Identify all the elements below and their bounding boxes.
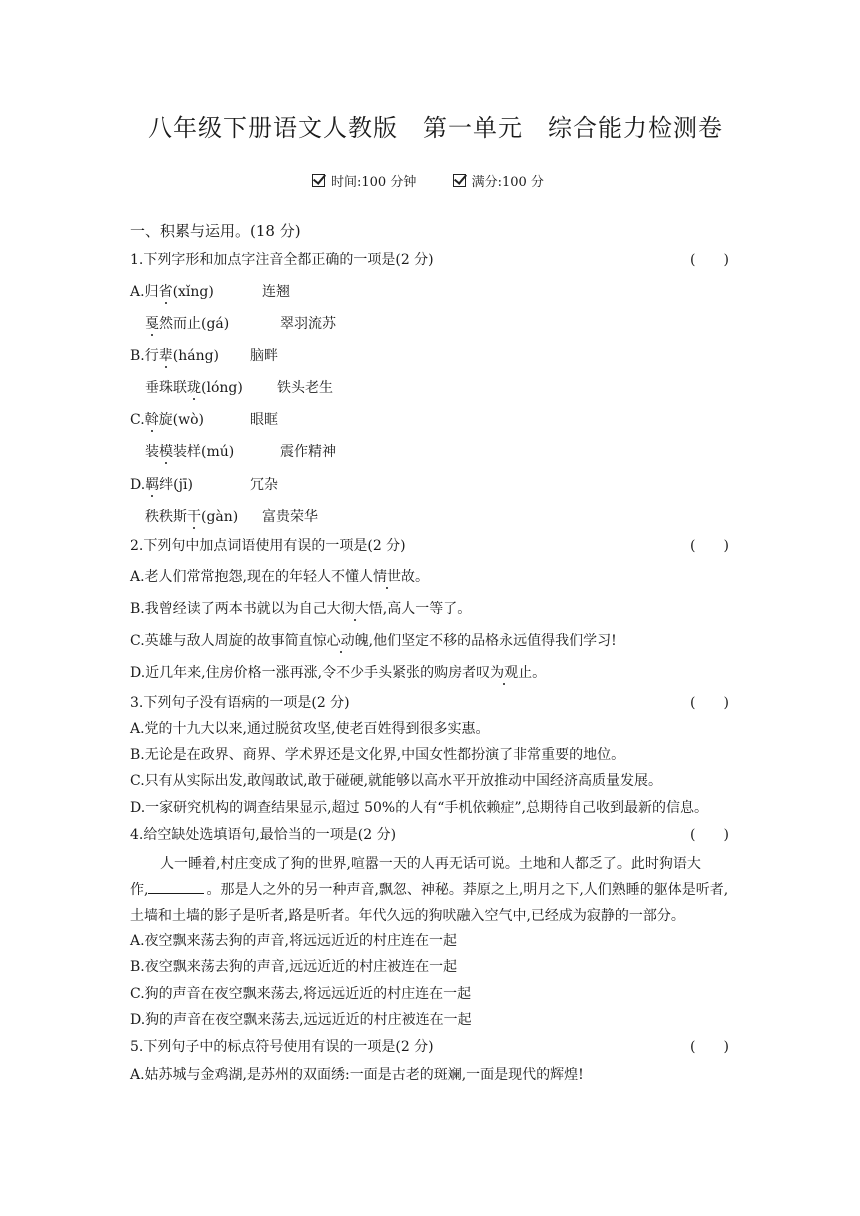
question-3-stem: 3.下列句子没有语病的一项是(2 分): [130, 695, 350, 711]
fill-blank: [148, 881, 204, 894]
option-d-line1: D.羁绊(jī): [130, 477, 193, 493]
question-1-stem: 1.下列字形和加点字注音全都正确的一项是(2 分): [130, 252, 434, 268]
question-4-passage-line2: 作, 。那是人之外的另一种声音,飘忽、神秘。莽原之上,明月之下,人们熟睡的躯体是听者,: [130, 882, 729, 898]
question-4-stem: 4.给空缺处选填语句,最恰当的一项是(2 分): [130, 827, 397, 843]
answer-blank: ( ): [690, 252, 729, 268]
question-4-option-d: D.狗的声音在夜空飘来荡去,远远近近的村庄被连在一起: [130, 1012, 472, 1028]
option-b-line2: 垂珠联珑(lóng): [145, 380, 243, 396]
answer-blank: ( ): [690, 538, 729, 554]
checkbox-icon: [312, 174, 325, 187]
question-3-option-c: C.只有从实际出发,敢闯敢试,敢于碰硬,就能够以高水平开放推动中国经济高质量发展。: [130, 773, 663, 789]
option-a-line2: 戛然而止(gá): [145, 316, 230, 332]
option-c-word2: 眼眶: [250, 412, 278, 428]
question-3-option-a: A.党的十九大以来,通过脱贫攻坚,使老百姓得到很多实惠。: [130, 721, 490, 737]
option-a-line1: A.归省(xǐng): [130, 284, 214, 300]
section-heading: 一、积累与运用。(18 分): [130, 222, 301, 240]
option-d-word2: 冗杂: [250, 477, 278, 493]
checkbox-icon: [453, 174, 466, 187]
exam-meta: [312, 174, 544, 192]
question-3-option-b: B.无论是在政界、商界、学术界还是文化界,中国女性都扮演了非常重要的地位。: [130, 747, 626, 763]
option-c-line2: 装模装样(mú): [145, 444, 235, 460]
option-c-word4: 震作精神: [280, 444, 336, 460]
answer-blank: ( ): [690, 695, 729, 711]
option-d-word4: 富贵荣华: [262, 509, 318, 525]
time-limit: 时间:100 分钟: [331, 175, 417, 190]
option-b-line1: B.行辈(háng): [130, 348, 220, 364]
question-4-passage-line1: 人一睡着,村庄变成了狗的世界,喧嚣一天的人再无话可说。土地和人都乏了。此时狗语大: [160, 856, 701, 872]
option-a-word2: 连翘: [262, 284, 290, 300]
answer-blank: ( ): [690, 827, 729, 843]
question-4-option-c: C.狗的声音在夜空飘来荡去,将远远近近的村庄连在一起: [130, 986, 472, 1002]
option-d-line2: 秩秩斯干(gàn): [145, 509, 239, 525]
question-3-option-d: D.一家研究机构的调查结果显示,超过 50%的人有“手机依赖症”,总期待自己收到最新的信息。: [130, 800, 708, 816]
question-2-stem: 2.下列句中加点词语使用有误的一项是(2 分): [130, 538, 406, 554]
option-b-word2: 脑畔: [250, 348, 278, 364]
question-4-option-a: A.夜空飘来荡去狗的声音,将远远近近的村庄连在一起: [130, 933, 458, 949]
question-4-option-b: B.夜空飘来荡去狗的声音,远远近近的村庄被连在一起: [130, 959, 458, 975]
question-4-passage-line3: 土墙和土墙的影子是听者,路是听者。年代久远的狗吠融入空气中,已经成为寂静的一部分。: [130, 908, 685, 924]
page-title: 八年级下册语文人教版 第一单元 综合能力检测卷: [148, 114, 723, 142]
question-5-stem: 5.下列句子中的标点符号使用有误的一项是(2 分): [130, 1039, 434, 1055]
question-2-option-d: D.近几年来,住房价格一涨再涨,令不少手头紧张的购房者叹为观止。: [130, 665, 547, 681]
question-5-option-a: A.姑苏城与金鸡湖,是苏州的双面绣:一面是古老的斑斓,一面是现代的辉煌!: [130, 1067, 584, 1083]
option-c-line1: C.斡旋(wò): [130, 412, 205, 428]
question-2-option-b: B.我曾经读了两本书就以为自己大彻大悟,高人一等了。: [130, 601, 472, 617]
question-2-option-c: C.英雄与敌人周旋的故事简直惊心动魄,他们坚定不移的品格永远值得我们学习!: [130, 633, 617, 649]
answer-blank: ( ): [690, 1039, 729, 1055]
full-score: 满分:100 分: [471, 175, 544, 190]
option-b-word4: 铁头老生: [277, 380, 333, 396]
question-2-option-a: A.老人们常常抱怨,现在的年轻人不懂人情世故。: [130, 569, 430, 585]
option-a-word4: 翠羽流苏: [280, 316, 336, 332]
